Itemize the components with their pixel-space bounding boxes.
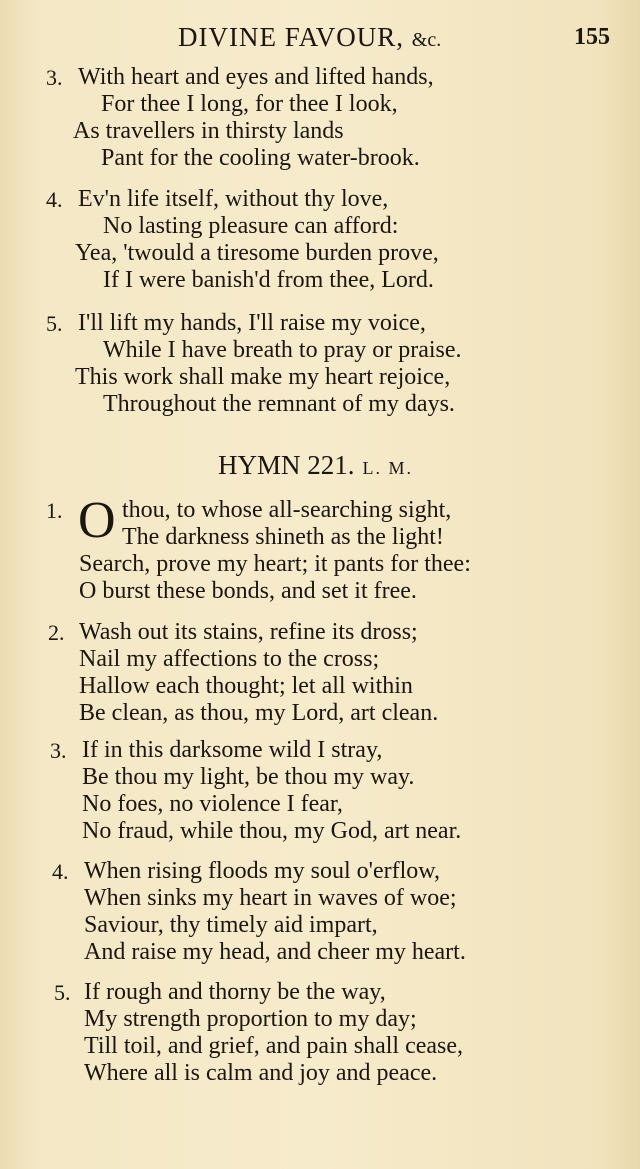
verse-line: Till toil, and grief, and pain shall cease,	[84, 1033, 464, 1059]
verse-line: When sinks my heart in waves of woe;	[84, 885, 457, 911]
verse-number: 4.	[46, 187, 63, 212]
verse-line: If rough and thorny be the way,	[84, 979, 386, 1005]
running-title-suffix: &c.	[411, 29, 442, 51]
verse-line: As travellers in thirsty lands	[73, 118, 344, 144]
hymn-heading	[218, 450, 413, 481]
verse-line: Be clean, as thou, my Lord, art clean.	[79, 700, 439, 726]
verse-line: This work shall make my heart rejoice,	[75, 364, 451, 390]
verse-line: I'll lift my hands, I'll raise my voice,	[78, 310, 426, 336]
verse-line: For thee I long, for thee I look,	[101, 91, 398, 117]
verse-line: Hallow each thought; let all within	[79, 673, 413, 699]
verse-number: 4.	[52, 859, 69, 884]
verse-number: 5.	[46, 311, 63, 336]
verse-line: If in this darksome wild I stray,	[82, 737, 383, 763]
verse-line: Saviour, thy timely aid impart,	[84, 912, 378, 938]
verse-line: While I have breath to pray or praise.	[103, 337, 462, 363]
verse-line: The darkness shineth as the light!	[122, 524, 444, 550]
verse-number: 3.	[46, 65, 63, 90]
running-head	[0, 22, 640, 56]
verse-line: With heart and eyes and lifted hands,	[78, 64, 434, 90]
hymn-meter: L. M.	[362, 458, 414, 478]
verse-line: No foes, no violence I fear,	[82, 791, 343, 817]
verse-line: Ev'n life itself, without thy love,	[78, 186, 389, 212]
drop-cap: O	[78, 492, 116, 549]
verse-line: If I were banish'd from thee, Lord.	[103, 267, 434, 293]
verse-line: Be thou my light, be thou my way.	[82, 764, 415, 790]
verse-line: Search, prove my heart; it pants for thee:	[79, 551, 471, 577]
verse-line: No lasting pleasure can afford:	[103, 213, 399, 239]
verse-line: Pant for the cooling water-brook.	[101, 145, 420, 171]
verse-line: Wash out its stains, refine its dross;	[79, 619, 418, 645]
verse-line: Where all is calm and joy and peace.	[84, 1060, 438, 1086]
verse-line: O burst these bonds, and set it free.	[79, 578, 417, 604]
running-title-text: DIVINE FAVOUR,	[178, 22, 405, 52]
verse-line: Throughout the remnant of my days.	[103, 391, 455, 417]
verse-number: 1.	[46, 498, 63, 523]
verse-line: Yea, 'twould a tiresome burden prove,	[75, 240, 439, 266]
verse-line: No fraud, while thou, my God, art near.	[82, 818, 462, 844]
verse-number: 5.	[54, 980, 71, 1005]
verse-line: Nail my affections to the cross;	[79, 646, 380, 672]
running-title	[178, 22, 441, 53]
verse-number: 2.	[48, 620, 65, 645]
hymn-title: HYMN 221.	[218, 450, 355, 480]
page-number: 155	[574, 24, 610, 50]
verse-line: thou, to whose all-searching sight,	[122, 497, 452, 523]
verse-line: My strength proportion to my day;	[84, 1006, 417, 1032]
verse-number: 3.	[50, 738, 67, 763]
verse-line: And raise my head, and cheer my heart.	[84, 939, 466, 965]
verse-line: When rising floods my soul o'erflow,	[84, 858, 441, 884]
